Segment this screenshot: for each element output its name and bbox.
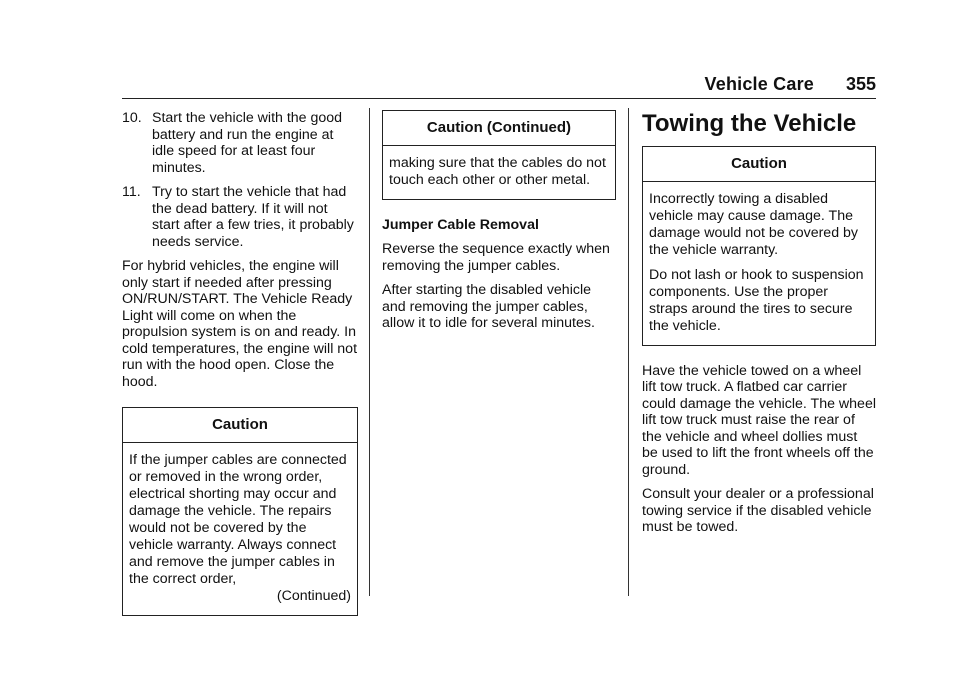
column-divider [628,108,629,596]
header-rule [122,98,876,99]
caution-title: Caution [123,408,357,443]
step-number: 10. [122,110,142,126]
subheading: Jumper Cable Removal [382,216,539,233]
step-item [122,184,358,250]
continued-label: (Continued) [276,587,351,604]
column-left [122,110,358,630]
caution-title: Caution [643,147,875,182]
section-title: Towing the Vehicle [642,110,857,137]
paragraph: Reverse the sequence exactly when removing the jumper cables. [382,241,610,274]
step-text: Start the vehicle with the good battery and run the engine at idle speed for at least four minutes. [152,110,343,176]
step-text: Try to start the vehicle that had the dead battery. If it will not start after a few tries, it probably needs service. [152,184,354,250]
caution-box [382,110,616,200]
caution-text: If the jumper cables are connected or removed in the wrong order, electrical shorting may occur and damage the vehicle. The repairs would not be covered by the vehicle warranty. Always connect and remove the jumper cables in the correct order, [129,451,347,587]
caution-box [122,407,358,616]
caution-box [642,146,876,346]
caution-text: Do not lash or hook to suspension components. Use the proper straps around the tires to secure the vehicle. [649,266,864,334]
caution-text: Incorrectly towing a disabled vehicle may cause damage. The damage would not be covered by the vehicle warranty. [649,190,859,258]
caution-text: making sure that the cables do not touch each other or other metal. [389,154,606,188]
paragraph: Consult your dealer or a professional towing service if the disabled vehicle must be towed. [642,486,874,535]
paragraph: Have the vehicle towed on a wheel lift tow truck. A flatbed car carrier could damage the vehicle. The wheel lift tow truck must raise the rear of the vehicle and wheel dollies must be used to lift the front wheels off the ground. [642,362,876,478]
column-divider [369,108,370,596]
step-number: 11. [122,184,141,200]
page-number: 355 [845,74,876,94]
column-middle [382,110,616,340]
caution-title: Caution (Continued) [383,111,615,146]
column-right [642,110,876,544]
page-header [122,70,876,100]
paragraph: After starting the disabled vehicle and removing the jumper cables, allow it to idle for several minutes. [382,282,595,331]
hybrid-paragraph: For hybrid vehicles, the engine will only start if needed after pressing ON/RUN/START. The Vehicle Ready Light will come on when the propulsion system is on and ready. In cold temperatures, the engine will not run with the hood open. Close the hood. [122,258,358,390]
header-title: Vehicle Care [704,74,814,94]
step-item [122,110,358,176]
